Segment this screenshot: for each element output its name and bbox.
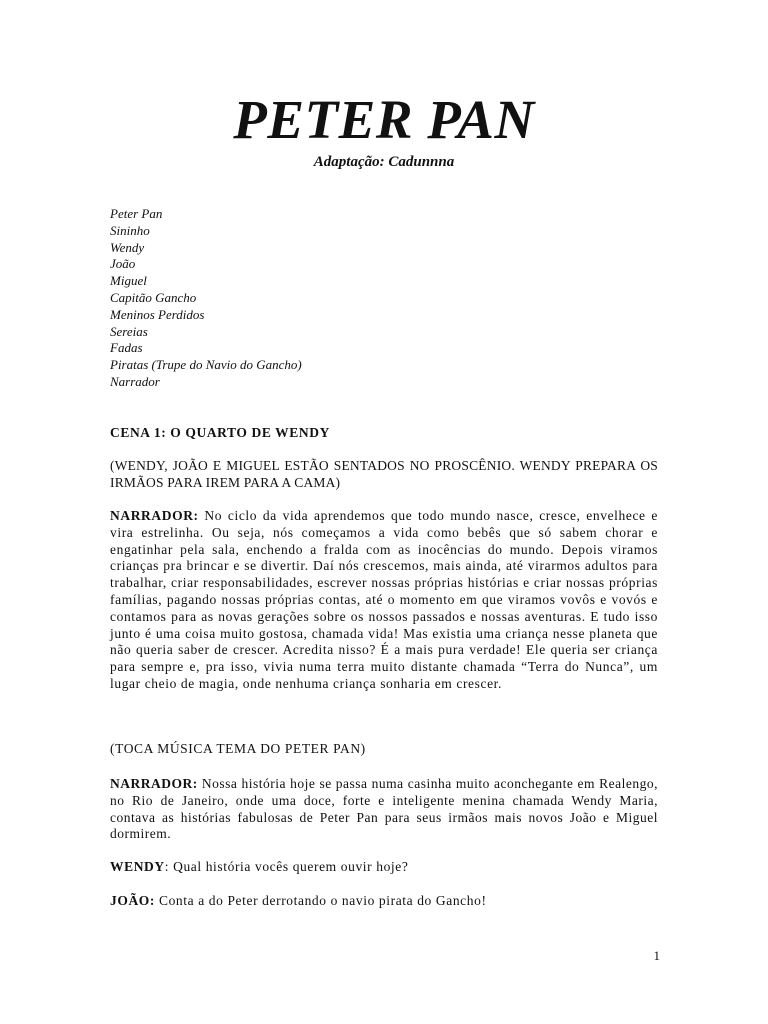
speaker-label: NARRADOR: [110, 776, 198, 791]
cast-item: Miguel [110, 273, 147, 289]
stage-direction: (WENDY, JOÃO E MIGUEL ESTÃO SENTADOS NO PROSCÊNIO. WENDY PREPARA OS IRMÃOS PARA IREM PARA A CAMA) [110, 458, 658, 490]
dialogue-text: No ciclo da vida aprendemos que todo mundo nasce, cresce, envelhece e vira estrelinha. Ou seja, nós começamos a vida como bebês que só sabem chorar e engatinhar pela sala, enchendo a fralda com as inocências do mundo. Depois viramos crianças pra brincar e se divertir. Daí nós crescemos, mais ainda, até virarmos adultos para trabalhar, criar responsabilidades, escrever nossas próprias histórias e criar nossas próprias famílias, pagando nossas próprias contas, até o momento em que viramos vovôs e vovós e contamos para as novas gerações sobre os nossos passados e nossas aventuras. E tudo isso junto é uma coisa muito gostosa, chamada vida! Mas existia uma criança nesse planeta que não queria saber de crescer. Acredita nisso? É a mais pura verdade! Ele queria ser criança para sempre e, pra isso, vivia numa terra muito distante chamada “Terra do Nunca”, um lugar cheio de magia, onde nenhuma criança sonharia em crescer. [110, 508, 658, 691]
dialogue-paragraph [110, 508, 658, 693]
dialogue-paragraph [110, 893, 658, 910]
cast-item: Capitão Gancho [110, 289, 197, 305]
cast-item: Sininho [110, 222, 150, 238]
scene-heading: CENA 1: O QUARTO DE WENDY [110, 425, 330, 440]
cast-item: Wendy [110, 239, 145, 255]
cast-list [110, 206, 302, 391]
speaker-label: JOÃO: [110, 893, 155, 908]
document-title: PETER PAN [233, 89, 535, 150]
cast-item: Narrador [110, 373, 160, 389]
dialogue-paragraph [110, 859, 658, 876]
speaker-label: WENDY [110, 859, 165, 874]
cast-item: Sereias [110, 323, 148, 339]
cast-item: Meninos Perdidos [110, 306, 205, 322]
dialogue-text: : Qual história vocês querem ouvir hoje? [164, 859, 409, 874]
cast-item: Fadas [110, 340, 143, 356]
document-subtitle: Adaptação: Cadunnna [313, 154, 455, 170]
dialogue-text: Conta a do Peter derrotando o navio pirata do Gancho! [155, 893, 487, 908]
cast-item: Piratas (Trupe do Navio do Gancho) [110, 357, 302, 373]
speaker-label: NARRADOR: [110, 508, 199, 523]
cast-item: João [110, 256, 136, 272]
page-number: 1 [653, 948, 660, 963]
cast-item: Peter Pan [110, 206, 163, 221]
dialogue-paragraph [110, 776, 658, 843]
dialogue-text: Nossa história hoje se passa numa casinha muito aconchegante em Realengo, no Rio de Janeiro, onde uma doce, forte e inteligente menina chamada Wendy Maria, contava as histórias fabulosas de Peter Pan para seus irmãos mais novos João e Miguel dormirem. [110, 776, 658, 842]
stage-direction: (TOCA MÚSICA TEMA DO PETER PAN) [110, 741, 366, 756]
